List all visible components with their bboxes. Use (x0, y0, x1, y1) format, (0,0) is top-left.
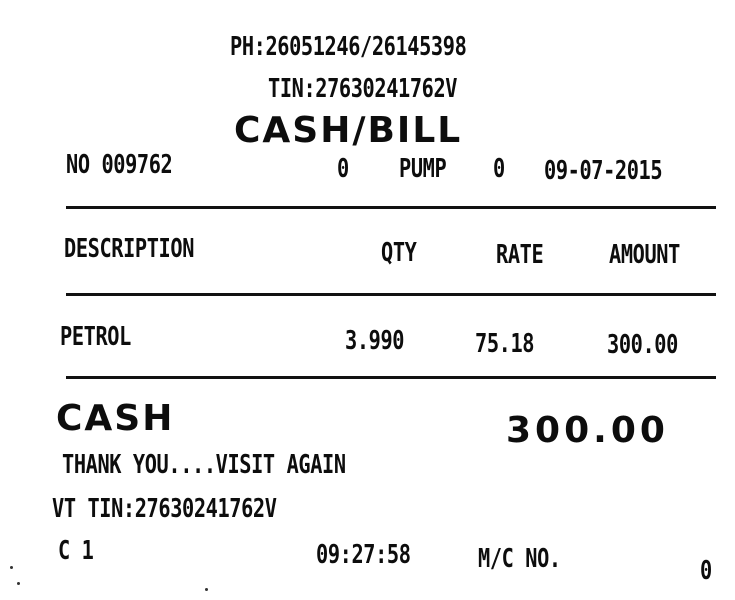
header-description: DESCRIPTION (64, 234, 195, 264)
pump-number: 0 (493, 154, 505, 184)
row-amount: 300.00 (607, 330, 678, 360)
header-rate: RATE (496, 240, 544, 270)
phone-number: PH:26051246/26145398 (230, 32, 467, 62)
bill-title: CASH/BILL (234, 110, 463, 151)
bill-code: 0 (337, 154, 349, 184)
divider-top (66, 206, 716, 209)
bill-time: 09:27:58 (316, 540, 411, 570)
scan-speck (205, 588, 208, 591)
row-rate: 75.18 (475, 329, 535, 359)
divider-bottom (66, 376, 716, 379)
machine-label: M/C NO. (478, 544, 561, 574)
counter-number: C 1 (58, 536, 94, 566)
header-amount: AMOUNT (609, 240, 680, 270)
scan-speck (17, 582, 20, 585)
header-qty: QTY (381, 238, 417, 268)
thank-you-message: THANK YOU....VISIT AGAIN (62, 450, 346, 480)
total-amount: 300.00 (506, 410, 669, 451)
vat-tin: VT TIN:27630241762V (52, 494, 277, 524)
pump-label: PUMP (399, 154, 447, 184)
bill-date: 09-07-2015 (544, 156, 663, 186)
bill-number: NO 009762 (66, 150, 173, 180)
row-description: PETROL (60, 322, 131, 352)
row-qty: 3.990 (345, 326, 405, 356)
scan-speck (10, 566, 13, 569)
machine-number: 0 (700, 556, 712, 586)
total-label: CASH (56, 398, 175, 439)
tin-number: TIN:27630241762V (268, 74, 458, 104)
divider-middle (66, 293, 716, 296)
